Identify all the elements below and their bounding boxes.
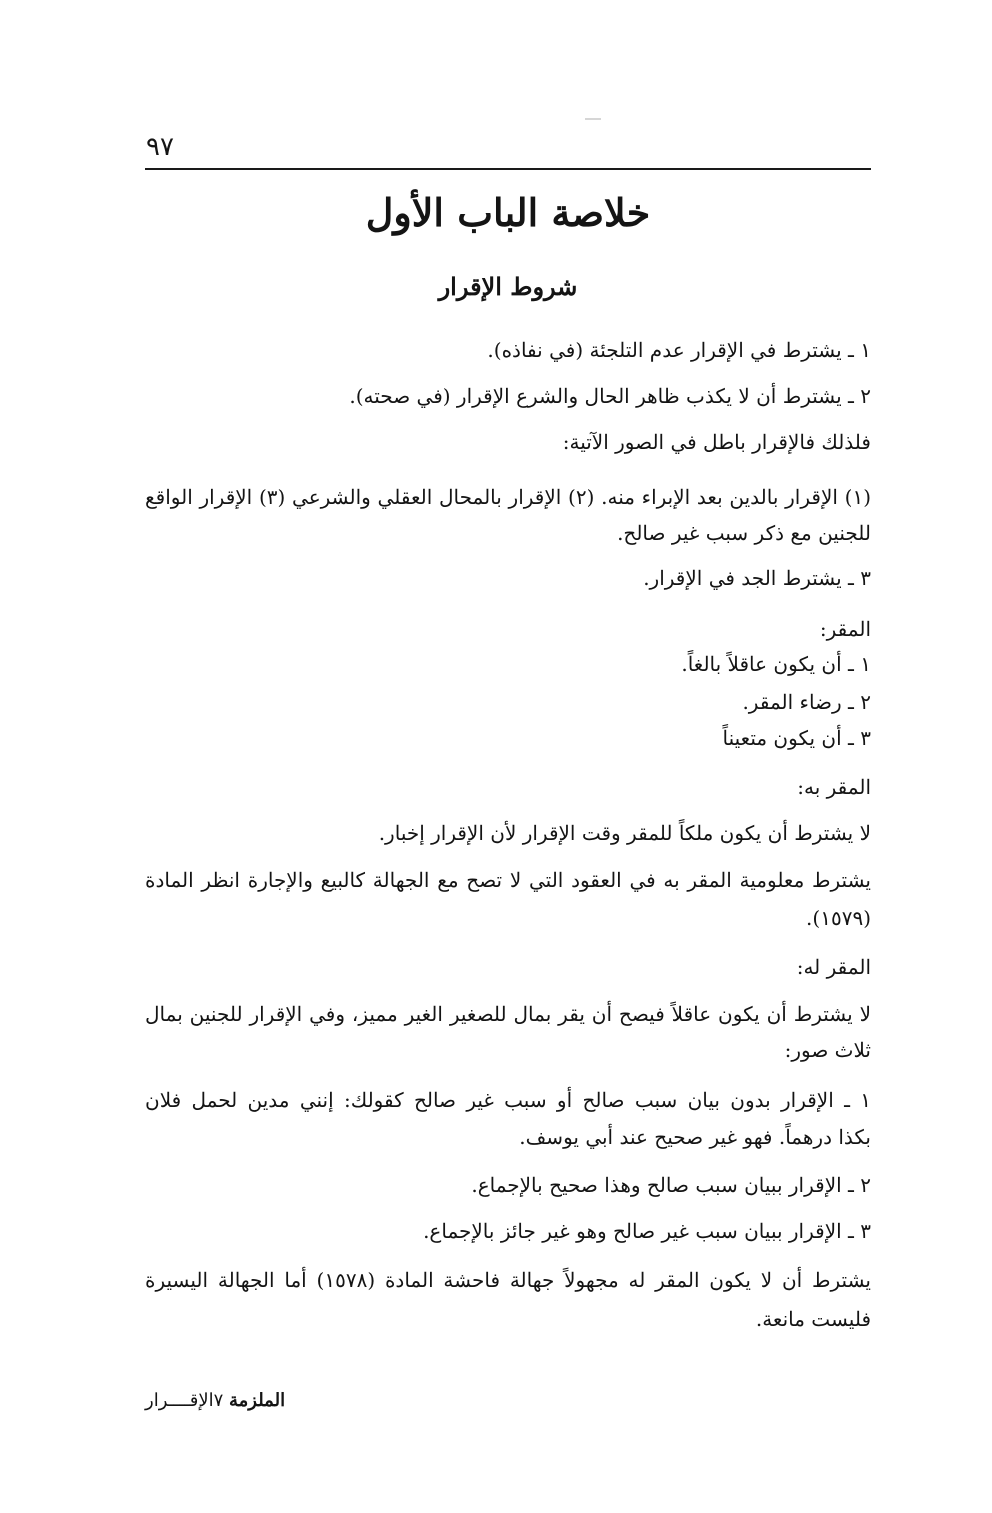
heading-muqir: المقر: xyxy=(819,617,871,641)
muqir-item-1: ١ ـ أن يكون عاقلاً بالغاً. xyxy=(681,652,871,676)
signature-footer xyxy=(145,1390,285,1411)
muqir-lah-line-1: لا يشترط أن يكون عاقلاً فيصح أن يقر بمال للصغير الغير مميز، وفي الإقرار للجنين بمال xyxy=(145,1002,871,1026)
footer-number: ٧ xyxy=(213,1390,224,1411)
muqir-bih-line-3: (١٥٧٩). xyxy=(806,906,871,930)
case-1-line-1: ١ ـ الإقرار بدون بيان سبب صالح أو سبب غير صالح كقولك: إنني مدين لحمل فلان xyxy=(145,1088,871,1112)
invalid-cases-line-2: للجنين مع ذكر سبب غير صالح. xyxy=(617,521,871,545)
heading-muqir-bih: المقر به: xyxy=(797,775,871,799)
muqir-lah-line-2: ثلاث صور: xyxy=(784,1038,871,1062)
muqir-item-3: ٣ ـ أن يكون متعيناً xyxy=(722,726,871,750)
section-subtitle: شروط الإقرار xyxy=(438,272,578,301)
footer-label: الملزمة xyxy=(229,1390,286,1411)
muqir-bih-line-2: يشترط معلومية المقر به في العقود التي لا تصح مع الجهالة كالبيع والإجارة انظر المادة xyxy=(145,868,871,892)
condition-2: ٢ ـ يشترط أن لا يكذب ظاهر الحال والشرع الإقرار (في صحته). xyxy=(349,384,871,408)
muqir-item-2: ٢ ـ رضاء المقر. xyxy=(742,690,871,714)
chapter-title: خلاصة الباب الأول xyxy=(365,190,651,235)
invalid-cases-intro: فلذلك فالإقرار باطل في الصور الآتية: xyxy=(562,430,871,454)
muqir-bih-line-1: لا يشترط أن يكون ملكاً للمقر وقت الإقرار لأن الإقرار إخبار. xyxy=(378,821,871,845)
invalid-cases-line-1: (١) الإقرار بالدين بعد الإبراء منه. (٢) الإقرار بالمحال العقلي والشرعي (٣) الإقرار الواقع xyxy=(145,485,871,509)
condition-1: ١ ـ يشترط في الإقرار عدم التلجئة (في نفاذه). xyxy=(487,338,871,362)
case-1-line-2: بكذا درهماً. فهو غير صحيح عند أبي يوسف. xyxy=(519,1125,871,1149)
muqir-lah-condition-line-2: فليست مانعة. xyxy=(755,1307,871,1331)
heading-muqir-lah: المقر له: xyxy=(796,955,871,979)
case-2: ٢ ـ الإقرار ببيان سبب صالح وهذا صحيح بالإجماع. xyxy=(471,1173,871,1197)
footer-word: الإقــــرار xyxy=(145,1390,214,1411)
header-rule xyxy=(145,168,871,170)
page-number: ٩٧ xyxy=(146,132,174,162)
scan-speck xyxy=(585,118,601,120)
muqir-lah-condition-line-1: يشترط أن لا يكون المقر له مجهولاً جهالة فاحشة المادة (١٥٧٨) أما الجهالة اليسيرة xyxy=(145,1268,871,1292)
case-3: ٣ ـ الإقرار ببيان سبب غير صالح وهو غير جائز بالإجماع. xyxy=(423,1219,871,1243)
condition-3: ٣ ـ يشترط الجد في الإقرار. xyxy=(643,566,871,590)
